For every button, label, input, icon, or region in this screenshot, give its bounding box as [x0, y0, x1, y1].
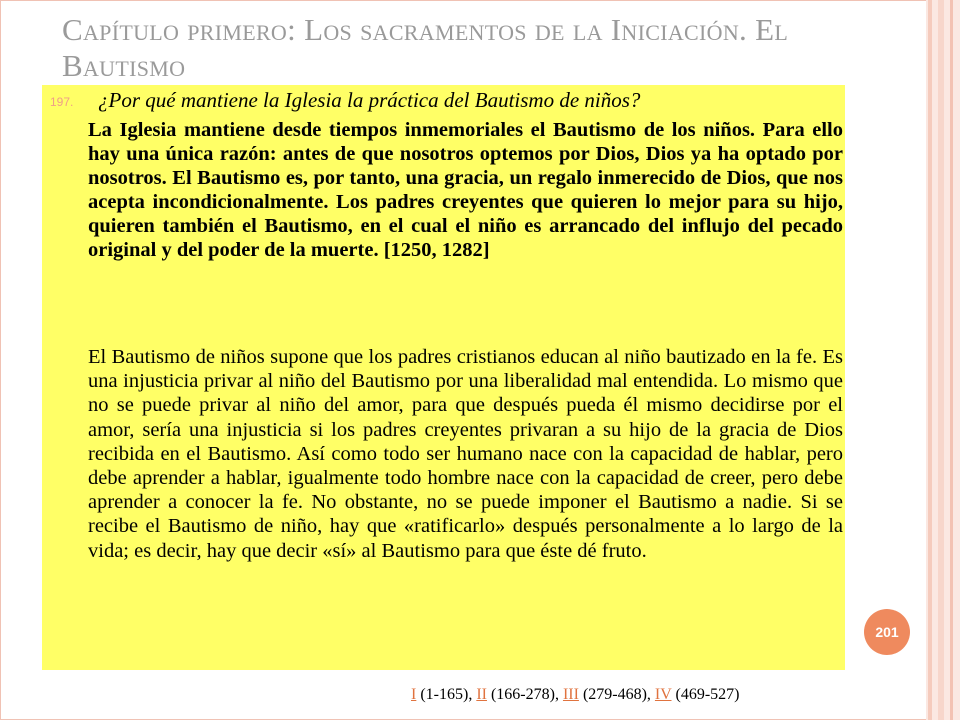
section-range-ii: (166-278),: [490, 686, 559, 703]
section-range-iv: (469-527): [675, 686, 740, 703]
section-range-iii: (279-468),: [582, 686, 651, 703]
section-links: [411, 686, 740, 704]
question-text: ¿Por qué mantiene la Iglesia la práctica del Bautismo de niños?: [98, 88, 641, 112]
section-range-i: (1-165),: [420, 686, 473, 703]
question-number: 197.: [50, 95, 74, 109]
section-link-iii[interactable]: III: [562, 686, 579, 703]
section-link-ii[interactable]: II: [476, 686, 487, 703]
explanation-text: El Bautismo de niños supone que los padres cristianos educan al niño bautizado en la fe. Es una injusticia privar al niño del Bautismo por una liberalidad mal entendida. Lo mismo que no se puede privar al niño del amor, para que después pueda él mismo decidirse por el amor, sería una injusticia si los padres creyentes privaran a su hijo de la gracia de Dios recibida en el Bautismo. Así como todo ser humano nace con la capacidad de hablar, pero debe aprender a hablar, igualmente todo hombre nace con la capacidad de creer, pero debe aprender a conocer la fe. No obstante, no se puede imponer el Bautismo a nadie. Si se recibe el Bautismo de niño, hay que «ratificarlo» después personalmente a lo largo de la vida; es decir, hay que decir «sí» al Bautismo para que éste dé fruto.: [88, 346, 843, 562]
page-number-badge: 201: [864, 609, 910, 655]
stripe: [950, 0, 953, 720]
stripe: [938, 0, 944, 720]
section-link-iv[interactable]: IV: [654, 686, 672, 703]
decorative-side-stripes: [926, 0, 960, 720]
slide-title: Capítulo primero: Los sacramentos de la Iniciación. El Bautismo: [62, 12, 789, 83]
stripe: [928, 0, 932, 720]
highlighted-content-box: [42, 85, 845, 670]
section-link-i[interactable]: I: [411, 686, 417, 703]
answer-text: La Iglesia mantiene desde tiempos inmemoriales el Bautismo de los niños. Para ello hay una única razón: antes de que nosotros optemos por Dios, Dios ya ha optado por nosotros. El Bautismo es, por tanto, una gracia, un regalo inmerecido de Dios, que nos acepta incondicionalmente. Los padres creyentes que quieren lo mejor para su hijo, quieren también el Bautismo, en el cual el niño es arrancado del influjo del pecado original y del poder de la muerte. [1250, 1282]: [88, 119, 843, 261]
